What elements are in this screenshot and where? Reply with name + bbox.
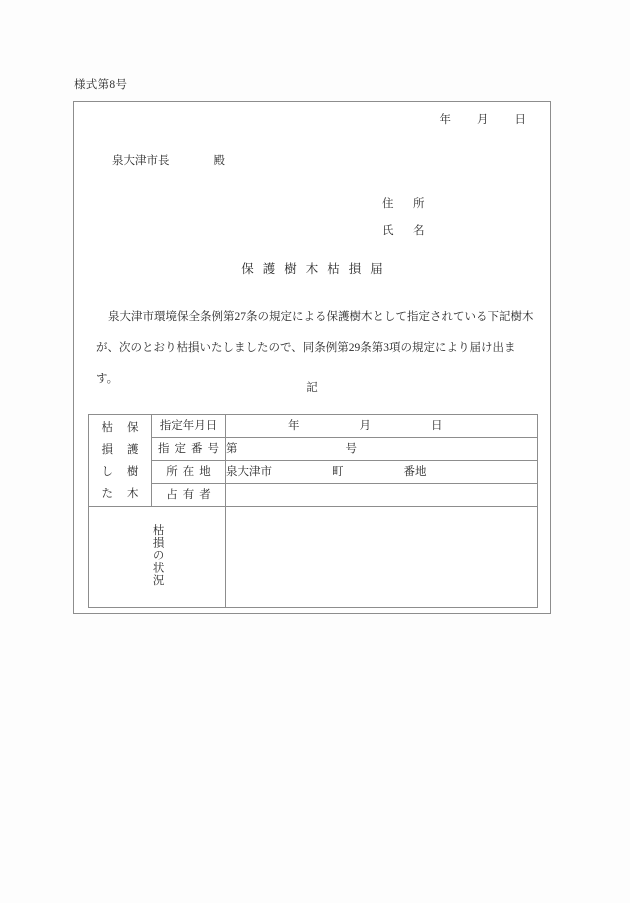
date-line [440,111,527,127]
form-number: 様式第8号 [74,79,128,91]
body-line-1: 泉大津市環境保全条例第27条の規定による保護樹木として指定されている下記樹木 [108,311,534,323]
vlabel-left-3: 樹 [127,465,139,478]
date-year-label: 年 [439,114,451,126]
number-prefix-label: 第 [226,443,238,455]
vertical-label-cell [89,415,152,507]
date-month-label: 月 [477,114,489,126]
vlabel-right-2: 損 [101,443,113,456]
vlabel-right-1: 枯 [101,421,113,434]
field-value-location[interactable] [226,461,538,484]
field-label-location: 所在地 [152,461,226,484]
date-day-label: 日 [514,114,526,126]
location-town-label: 町 [332,466,344,478]
sender-address-label: 住 所 [382,198,429,210]
number-suffix-label: 号 [345,443,357,455]
document-frame [73,101,551,614]
table-row [89,507,538,608]
vertical-label-row [89,439,151,461]
table-row [89,415,538,438]
designation-day-label: 日 [431,420,443,432]
vlabel-right-3: し [101,465,113,478]
addressee-line [112,152,225,168]
vlabel-left-2: 護 [127,443,139,456]
field-value-occupant[interactable] [226,484,538,507]
sender-block [382,195,429,249]
vertical-label-row [89,461,151,483]
field-label-designation-number: 指定番号 [152,438,226,461]
vlabel-left-1: 保 [127,421,139,434]
vlabel-right-4: た [101,487,113,500]
field-value-designation-date[interactable] [226,415,538,438]
body-line-2: が、次のとおり枯損いたしましたので、同条例第29条第3項の規定により届け出ます。 [96,342,516,385]
table-row [89,484,538,507]
designation-month-label: 月 [359,420,371,432]
field-label-occupant: 占有者 [152,484,226,507]
location-banchi-label: 番地 [403,466,427,478]
field-label-designation-date: 指定年月日 [152,415,226,438]
vertical-label-row [89,417,151,439]
note-marker: 記 [306,382,318,394]
document-title: 保護樹木枯損届 [241,262,392,276]
sender-name-label: 氏 名 [382,225,429,237]
field-value-designation-number[interactable] [226,438,538,461]
addressee-honorific: 殿 [213,155,225,167]
location-city-label: 泉大津市 [226,466,272,478]
designation-year-label: 年 [288,420,300,432]
table-row [89,438,538,461]
table-row [89,461,538,484]
addressee-recipient: 泉大津市長 [112,155,170,167]
vlabel-left-4: 木 [127,487,139,500]
tree-details-table [88,414,538,608]
field-label-condition: 枯損の状況 [89,507,226,608]
field-value-condition[interactable] [226,507,538,608]
vertical-label-row [89,483,151,505]
